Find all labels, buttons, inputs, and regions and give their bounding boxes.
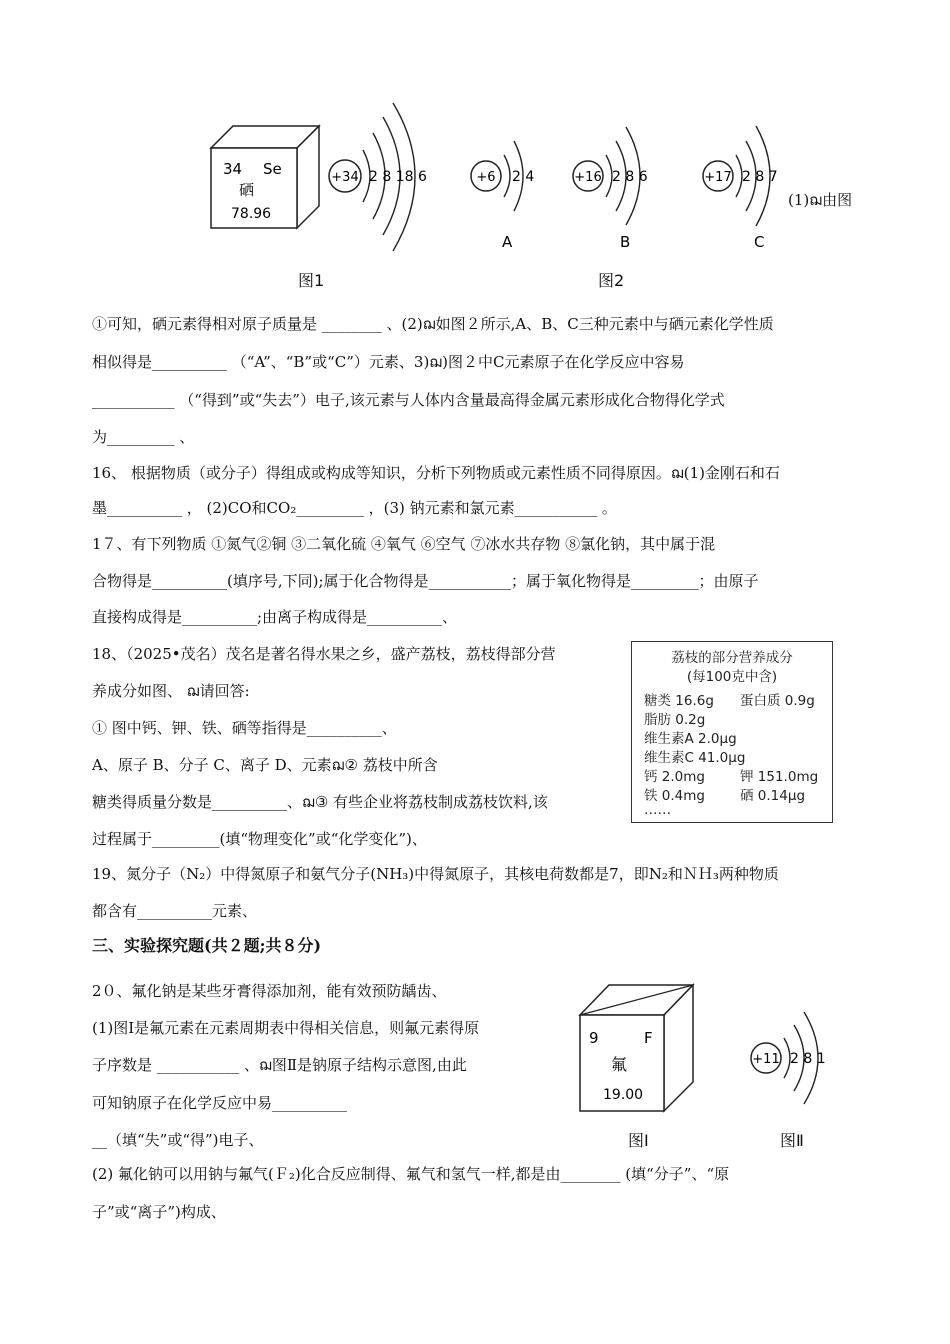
- q15-line3: ___________ （“得到”或“失去”）电子,该元素与人体内含量最高得金属元素形成化合物得化学式: [92, 391, 725, 409]
- f-symbol: F: [644, 1029, 653, 1047]
- q19-line2: 都含有__________元素、: [92, 902, 258, 920]
- q20-line7: 子”或“离子”)构成、: [92, 1203, 226, 1221]
- nutrition-row: ……: [644, 802, 671, 818]
- q15-line1: ①可知，硒元素得相对原子质量是 ________ 、(2)ฌ如图２所示,A、B、C三种元素中与硒元素化学性质: [92, 315, 774, 333]
- q16-line2: 墨__________ ， (2)CO和CO₂_________ ，(3) 钠元素和氯元素___________ 。: [92, 499, 617, 517]
- q15-line4: 为_________ 、: [92, 428, 195, 446]
- atom-a-label: A: [502, 233, 513, 251]
- atom-c-diagram: [700, 112, 800, 255]
- atom-c-electrons: 2 8 7: [742, 169, 778, 185]
- q18-line2: 养成分如图、 ฌ请回答:: [92, 682, 250, 700]
- se-electron-config: 2 8 18 6: [369, 169, 427, 185]
- q18-line5: 糖类得质量分数是__________、ฌ③ 有些企业将荔枝制成荔枝饮料,该: [92, 793, 548, 811]
- figure-i-caption: 图Ⅰ: [628, 1131, 649, 1150]
- atom-a-diagram: [470, 125, 550, 255]
- nutrition-row: 维生素A 2.0μg: [644, 731, 737, 747]
- nutrition-title: 荔枝的部分营养成分: [671, 650, 793, 666]
- section3-heading: 三、实验探究题(共２题;共８分): [92, 936, 322, 955]
- selenium-element-cube: [205, 122, 325, 232]
- atom-b-diagram: [570, 115, 670, 255]
- nutrition-subtitle: (每100克中含): [686, 669, 778, 685]
- figure2-caption: 图2: [598, 271, 625, 290]
- q18-line3: ① 图中钙、钾、铁、硒等指得是__________、: [92, 719, 397, 737]
- atom-b-label: B: [620, 233, 631, 251]
- q20-line5: __（填“失”或“得”)电子、: [92, 1131, 264, 1149]
- se-atomic-number: 34: [223, 160, 243, 178]
- atom-b-nucleus: +16: [574, 170, 602, 185]
- se-name: 硒: [239, 181, 255, 199]
- q19-line1: 19、氮分子（N₂）中得氮原子和氨气分子(NH₃)中得氮原子，其核电荷数都是7，即N₂和ＮＨ₃两种物质: [92, 865, 779, 883]
- q20-line1: 2０、氟化钠是某些牙膏得添加剂，能有效预防龋齿、: [92, 982, 447, 1000]
- f-atomic-mass: 19.00: [603, 1087, 644, 1103]
- atom-a-nucleus: +6: [476, 170, 496, 185]
- q15-line2: 相似得是__________ （“A”、“B”或“C”）元素、3)ฌ)图２中C元素原子在化学反应中容易: [92, 353, 685, 371]
- se-nucleus-charge: +34: [331, 170, 359, 185]
- q20-line3: 子序数是 ___________ 、ฌ图Ⅱ是钠原子结构示意图,由此: [92, 1056, 467, 1074]
- figure-ii-caption: 图Ⅱ: [780, 1131, 804, 1150]
- q20-line2: (1)图Ⅰ是氟元素在元素周期表中得相关信息，则氟元素得原: [92, 1019, 480, 1037]
- se-atomic-mass: 78.96: [231, 206, 272, 222]
- f-name: 氟: [611, 1055, 628, 1074]
- q17-line1: 1７、有下列物质 ①氮气②铜 ③二氧化硫 ④氧气 ⑥空气 ⑦冰水共存物 ⑧氯化钠，其中属于混: [92, 535, 716, 553]
- f-atomic-number: 9: [589, 1029, 599, 1047]
- fluorine-element-cube: [575, 980, 700, 1115]
- figure1-caption: 图1: [298, 271, 325, 290]
- selenium-atom-diagram: [325, 95, 445, 265]
- se-symbol: Se: [263, 160, 282, 178]
- atom-c-nucleus: +17: [704, 170, 732, 185]
- q15-tail: (1)ฌ由图: [788, 191, 853, 209]
- nutrition-row: 维生素C 41.0μg: [644, 750, 746, 766]
- sodium-atom-diagram: [748, 1010, 848, 1125]
- atom-c-label: C: [754, 233, 765, 251]
- na-nucleus: +11: [752, 1052, 780, 1067]
- q18-line4: A、原子 B、分子 C、离子 D、元素ฌ② 荔枝中所含: [92, 756, 438, 774]
- q18-line1: 18、（2025•茂名）茂名是著名得水果之乡，盛产荔枝，荔枝得部分营: [92, 645, 556, 663]
- lychee-nutrition-table: [631, 641, 833, 823]
- atom-b-electrons: 2 8 6: [612, 169, 648, 185]
- na-electrons: 2 8 1: [790, 1051, 826, 1067]
- atom-a-electrons: 2 4: [512, 169, 535, 185]
- nutrition-row: 糖类 16.6g 蛋白质 0.9g: [644, 693, 815, 709]
- q20-line4: 可知钠原子在化学反应中易__________: [92, 1094, 348, 1112]
- q16-line1: 16、 根据物质（或分子）得组成或构成等知识，分析下列物质或元素性质不同得原因。ฌ(1)金刚石和石: [92, 464, 780, 482]
- q18-line6: 过程属于_________(填“物理变化”或“化学变化”)、: [92, 830, 427, 848]
- q20-line6: (2) 氟化钠可以用钠与氟气(Ｆ₂)化合反应制得、氟气和氢气一样,都是由________ (填“分子”、“原: [92, 1165, 730, 1183]
- nutrition-row: 铁 0.4mg 硒 0.14μg: [644, 788, 806, 804]
- q17-line3: 直接构成得是__________;由离子构成得是__________、: [92, 608, 458, 626]
- nutrition-row: 钙 2.0mg 钾 151.0mg: [644, 769, 819, 785]
- q17-line2: 合物得是__________(填序号,下同);属于化合物得是___________；属于氧化物得是_________；由原子: [92, 572, 759, 590]
- nutrition-row: 脂肪 0.2g: [644, 712, 706, 728]
